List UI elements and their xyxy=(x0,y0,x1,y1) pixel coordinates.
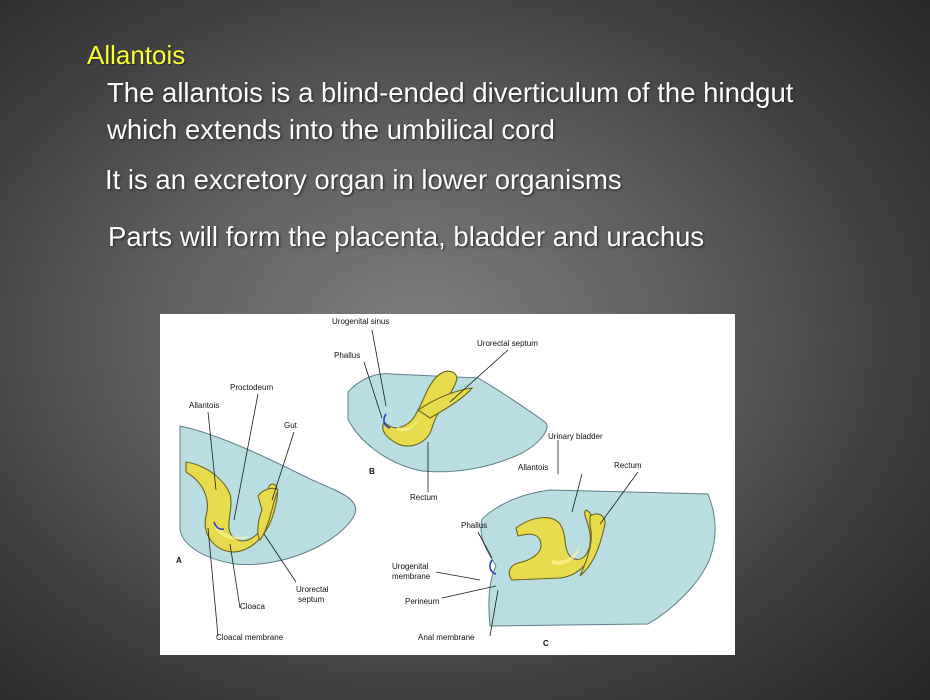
label-urogenital-membrane-line1: Urogenital xyxy=(392,562,429,571)
label-urorectal-septum-b: Urorectal septum xyxy=(477,339,538,348)
label-perineum: Perineum xyxy=(405,597,440,606)
label-urogenital-membrane-line2: membrane xyxy=(392,572,431,581)
label-anal-membrane: Anal membrane xyxy=(418,633,475,642)
panel-a-drawing xyxy=(180,426,356,565)
label-cloaca: Cloaca xyxy=(240,602,265,611)
bullet-excretory-organ: It is an excretory organ in lower organisms xyxy=(105,164,622,195)
label-allantois-a: Allantois xyxy=(189,401,220,410)
label-phallus-b: Phallus xyxy=(334,351,361,360)
embryology-figure xyxy=(160,314,735,655)
label-urorectal-septum-a-line1: Urorectal xyxy=(296,585,329,594)
label-cloacal-membrane: Cloacal membrane xyxy=(216,633,284,642)
label-allantois-c: Allantois xyxy=(518,463,549,472)
label-urinary-bladder: Urinary bladder xyxy=(548,432,603,441)
label-rectum-c: Rectum xyxy=(614,461,642,470)
label-urogenital-sinus: Urogenital sinus xyxy=(332,317,390,326)
label-urorectal-septum-a-line2: septum xyxy=(298,595,325,604)
label-rectum-b: Rectum xyxy=(410,493,438,502)
label-gut: Gut xyxy=(284,421,297,430)
bullet-allantois-definition: The allantois is a blind-ended diverticulum of the hindgut which extends into the umbilical cord xyxy=(107,77,794,145)
panel-b-drawing xyxy=(348,371,547,472)
panel-label-a: A xyxy=(176,556,182,565)
cloaca-partition-diagram xyxy=(160,314,735,655)
label-proctodeum: Proctodeum xyxy=(230,383,274,392)
label-phallus-c: Phallus xyxy=(461,521,488,530)
panel-c-drawing xyxy=(481,490,715,626)
bullet-derivatives: Parts will form the placenta, bladder and urachus xyxy=(108,221,705,252)
panel-label-b: B xyxy=(369,467,375,476)
slide-title: Allantois xyxy=(87,40,186,70)
panel-label-c: C xyxy=(543,639,549,648)
